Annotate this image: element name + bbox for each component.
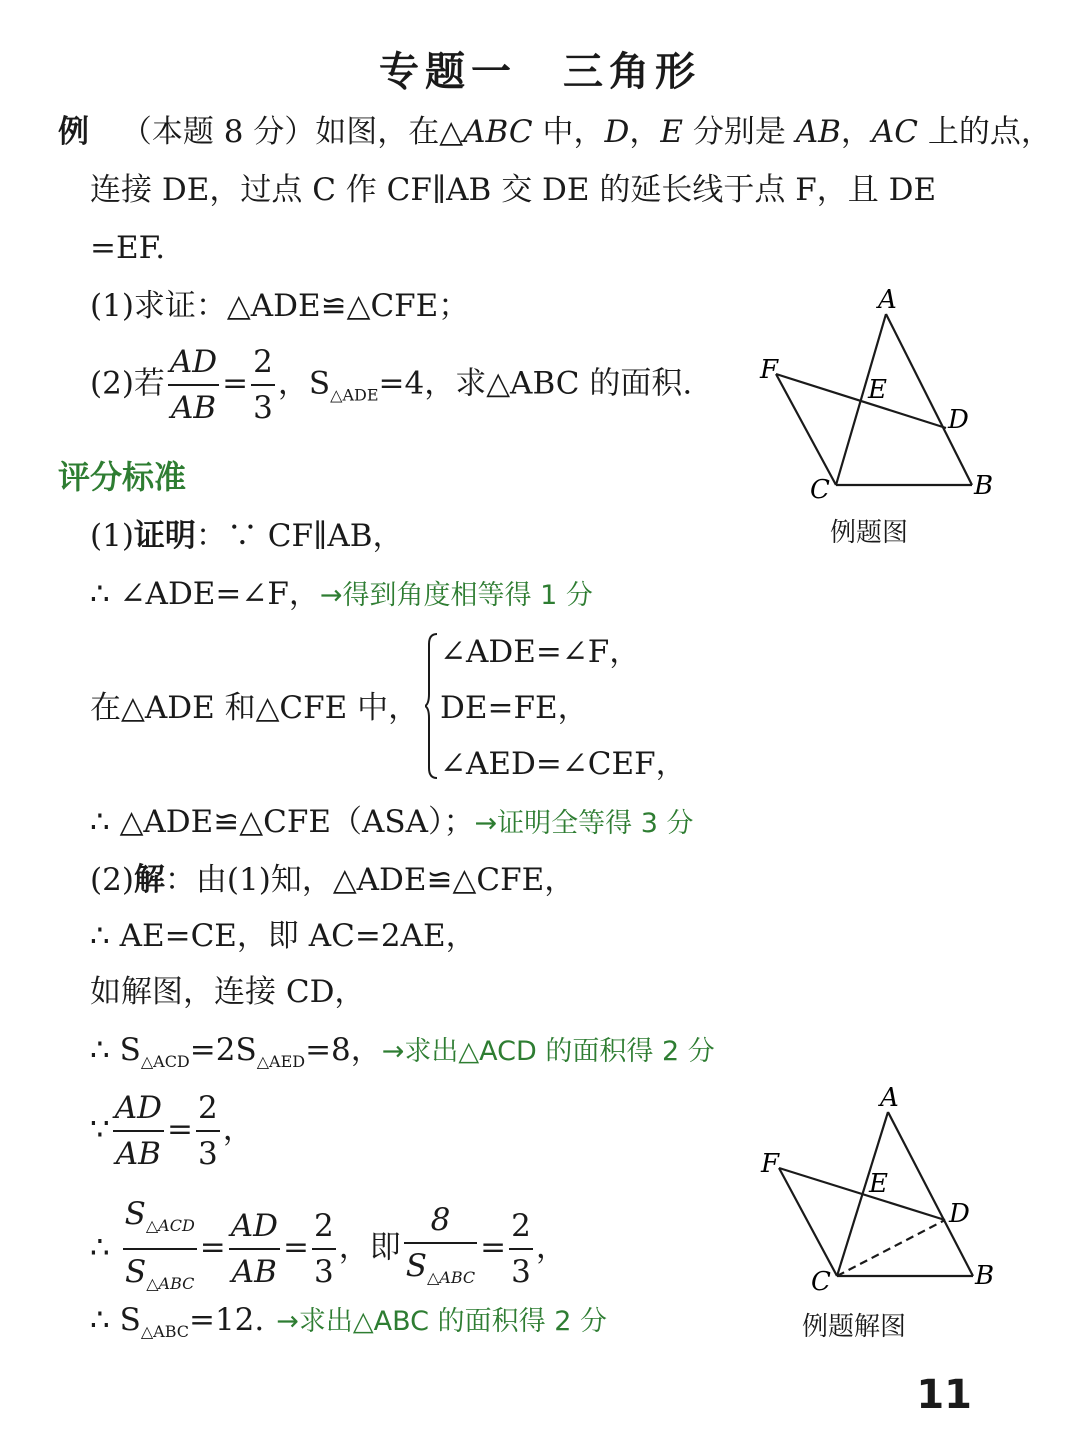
problem-line-2: 连接 DE，过点 C 作 CF∥AB 交 DE 的延长线于点 F，且 DE — [90, 172, 937, 208]
label-e: E — [868, 375, 887, 405]
system-eq-3: ∠AED=∠CEF， — [440, 746, 687, 782]
label-c: C — [811, 1267, 831, 1297]
segment-cd-dashed — [837, 1220, 945, 1276]
grading-line-7: 如解图，连接 CD， — [90, 974, 366, 1010]
example-figure — [740, 280, 1020, 510]
segment-ab — [888, 1112, 973, 1276]
question-1: (1)求证：△ADE≌△CFE； — [90, 288, 470, 324]
problem-line-3: =EF. — [90, 230, 166, 266]
label-a: A — [880, 1083, 899, 1113]
example-label: 例 — [58, 114, 89, 150]
left-brace — [425, 632, 439, 780]
label-f: F — [761, 1149, 780, 1179]
page-title: 专题一 三角形 — [379, 49, 701, 95]
question-2: (2)若 $\frac{AD}{AB}$ = $\frac{2}{3}$ ，$S_{\triangle ADE}=4$，求△ABC 的面积. — [90, 340, 692, 430]
label-f: F — [760, 355, 779, 385]
label-b: B — [974, 471, 994, 501]
label-e: E — [869, 1169, 888, 1199]
figure-caption: 例题图 — [830, 518, 909, 548]
grading-heading: 评分标准 — [58, 458, 187, 496]
grading-line-8: ∴ $S_{\triangle ACD}=2S_{\triangle AED}=8$，→求出△ACD 的面积得 2 分 — [90, 1032, 715, 1072]
label-d: D — [948, 405, 969, 435]
score-note-1: →得到角度相等得 1 分 — [319, 580, 593, 611]
system-eq-1: ∠ADE=∠F， — [440, 634, 641, 670]
grading-line-1: (1)证明：∵ CF∥AB， — [90, 518, 404, 554]
score-note-2: →证明全等得 3 分 — [474, 808, 694, 839]
grading-line-5: (2)解：由(1)知，△ADE≌△CFE， — [90, 862, 576, 898]
score-note-3: →求出△ACD 的面积得 2 分 — [381, 1036, 715, 1067]
grading-line-3: 在△ADE 和△CFE 中， — [90, 690, 420, 726]
grading-line-10: ∴ $\frac{S_{\triangle ACD}}{S_{\triangle ABC}}$ = $\frac{AD}{AB}$ = $\frac{2}{3}$ ，即 $\frac{8}{S_{\triangle ABC}}$ = $\frac{2}{3}$ ， — [90, 1192, 567, 1306]
problem-line-1: 例 （本题 8 分）如图，在△ABC 中，D，E 分别是 AB，AC 上的点， — [58, 114, 1052, 150]
grading-line-4: ∴ △ADE≌△CFE（ASA）；→证明全等得 3 分 — [90, 804, 694, 840]
grading-line-11: ∴ $S_{\triangle ABC}=12$. →求出△ABC 的面积得 2 分 — [90, 1302, 607, 1342]
label-c: C — [810, 475, 830, 505]
solution-figure — [745, 1080, 1025, 1310]
page-number: 11 — [916, 1372, 972, 1418]
label-d: D — [949, 1199, 970, 1229]
segment-ab — [886, 314, 972, 485]
grading-line-6: ∴ AE=CE，即 AC=2AE， — [90, 918, 477, 954]
grading-line-9: ∵ $\frac{AD}{AB}$ = $\frac{2}{3}$ ， — [90, 1086, 254, 1176]
system-eq-2: DE=FE， — [440, 690, 589, 726]
label-b: B — [975, 1261, 995, 1291]
fraction-ad-ab: $\frac{AD}{AB}$ — [168, 340, 219, 430]
label-a: A — [878, 285, 897, 315]
grading-line-2: ∴ ∠ADE=∠F，→得到角度相等得 1 分 — [90, 576, 593, 612]
score-note-4: →求出△ABC 的面积得 2 分 — [276, 1306, 607, 1337]
solution-figure-caption: 例题解图 — [802, 1312, 907, 1342]
fraction-2-3: $\frac{2}{3}$ — [251, 340, 275, 430]
